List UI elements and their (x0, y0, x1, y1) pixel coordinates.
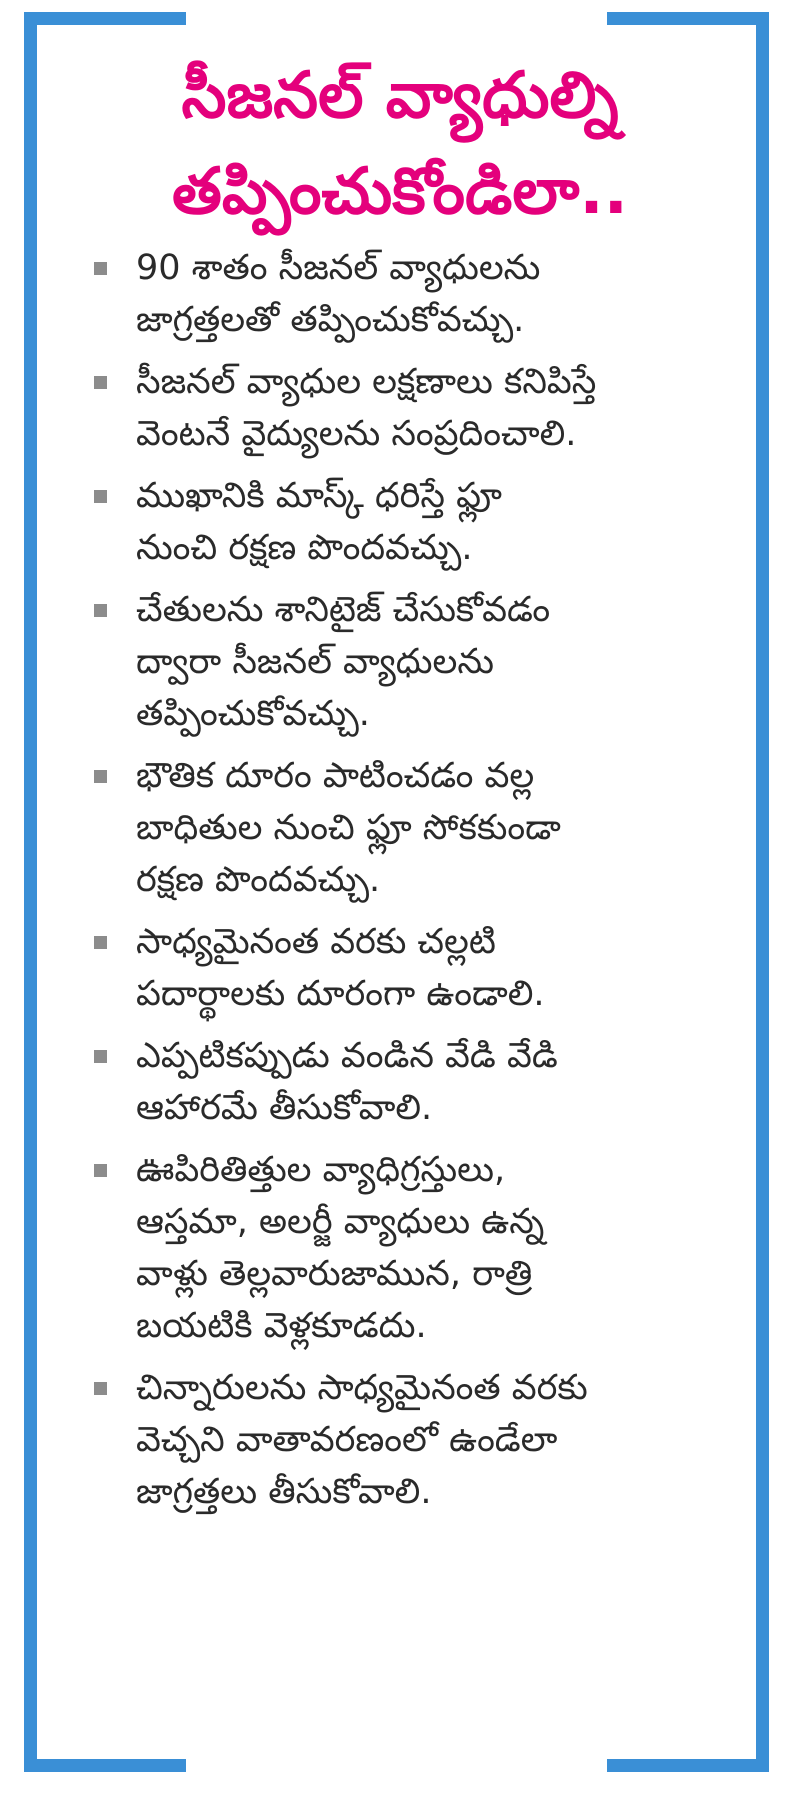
square-bullet-icon (94, 1050, 107, 1063)
tip-text-line: సీజనల్ వ్యాధుల లక్షణాలు కనిపిస్తే (136, 362, 597, 402)
tip-text-line: సాధ్యమైనంత వరకు చల్లటి (136, 922, 496, 962)
border-bottom-left (24, 1759, 186, 1772)
tip-text-line: వెంటనే వైద్యులను సంప్రదించాలి. (136, 414, 577, 454)
tip-item (90, 584, 730, 740)
tip-text-line: వాళ్లు తెల్లవారుజామున, రాత్రి (136, 1254, 533, 1294)
tip-text-line: పదార్థాలకు దూరంగా ఉండాలి. (136, 974, 545, 1014)
tip-text-line: చిన్నారులను సాధ్యమైనంత వరకు (136, 1368, 588, 1408)
tip-text-line: నుంచి రక్షణ పొందవచ్చు. (136, 528, 473, 568)
tip-text-line: తప్పించుకోవచ్చు. (136, 694, 370, 734)
tip-text-line: ఆస్తమా, అలర్జీ వ్యాధులు ఉన్న (136, 1202, 545, 1242)
tip-text-line: బయటికి వెళ్లకూడదు. (136, 1306, 427, 1346)
border-bottom-right (607, 1759, 769, 1772)
square-bullet-icon (94, 1382, 107, 1395)
tip-item (90, 356, 730, 460)
square-bullet-icon (94, 770, 107, 783)
tip-text-line: భౌతిక దూరం పాటించడం వల్ల (136, 756, 535, 796)
border-right (756, 12, 769, 1772)
tip-text-line: ఆహారమే తీసుకోవాలి. (136, 1088, 433, 1128)
headline-line-2: తప్పించుకోండిలా.. (172, 155, 628, 229)
tip-text-line: ఎప్పటికప్పుడు వండిన వేడి వేడి (136, 1036, 558, 1076)
border-top-right (607, 12, 769, 25)
square-bullet-icon (94, 604, 107, 617)
tip-text-line: 90 శాతం సీజనల్ వ్యాధులను (136, 248, 541, 288)
headline-line-1: సీజనల్ వ్యాధుల్ని (181, 59, 619, 133)
headline (60, 48, 740, 240)
square-bullet-icon (94, 376, 107, 389)
tip-text-line: చేతులను శానిటైజ్ చేసుకోవడం (136, 590, 551, 630)
tip-item (90, 1362, 730, 1518)
tip-text-line: బాధితుల నుంచి ఫ్లూ సోకకుండా (136, 808, 561, 848)
tip-text-line: వెచ్చని వాతావరణంలో ఉండేలా (136, 1420, 558, 1460)
tip-item (90, 242, 730, 346)
square-bullet-icon (94, 936, 107, 949)
tips-list (90, 242, 730, 1528)
border-top-left (24, 12, 186, 25)
border-left (24, 12, 37, 1772)
tip-text-line: ఊపిరితిత్తుల వ్యాధిగ్రస్తులు, (136, 1150, 506, 1190)
tip-item (90, 916, 730, 1020)
tip-text-line: రక్షణ పొందవచ్చు. (136, 860, 381, 900)
tip-item (90, 750, 730, 906)
tip-text-line: జాగ్రత్తలు తీసుకోవాలి. (136, 1472, 432, 1512)
tip-text-line: ముఖానికి మాస్క్ ధరిస్తే ఫ్లూ (136, 476, 502, 516)
tip-item (90, 1144, 730, 1352)
tip-item (90, 1030, 730, 1134)
square-bullet-icon (94, 1164, 107, 1177)
tip-text-line: ద్వారా సీజనల్ వ్యాధులను (136, 642, 495, 682)
square-bullet-icon (94, 262, 107, 275)
tip-item (90, 470, 730, 574)
tip-text-line: జాగ్రత్తలతో తప్పించుకోవచ్చు. (136, 300, 525, 340)
square-bullet-icon (94, 490, 107, 503)
